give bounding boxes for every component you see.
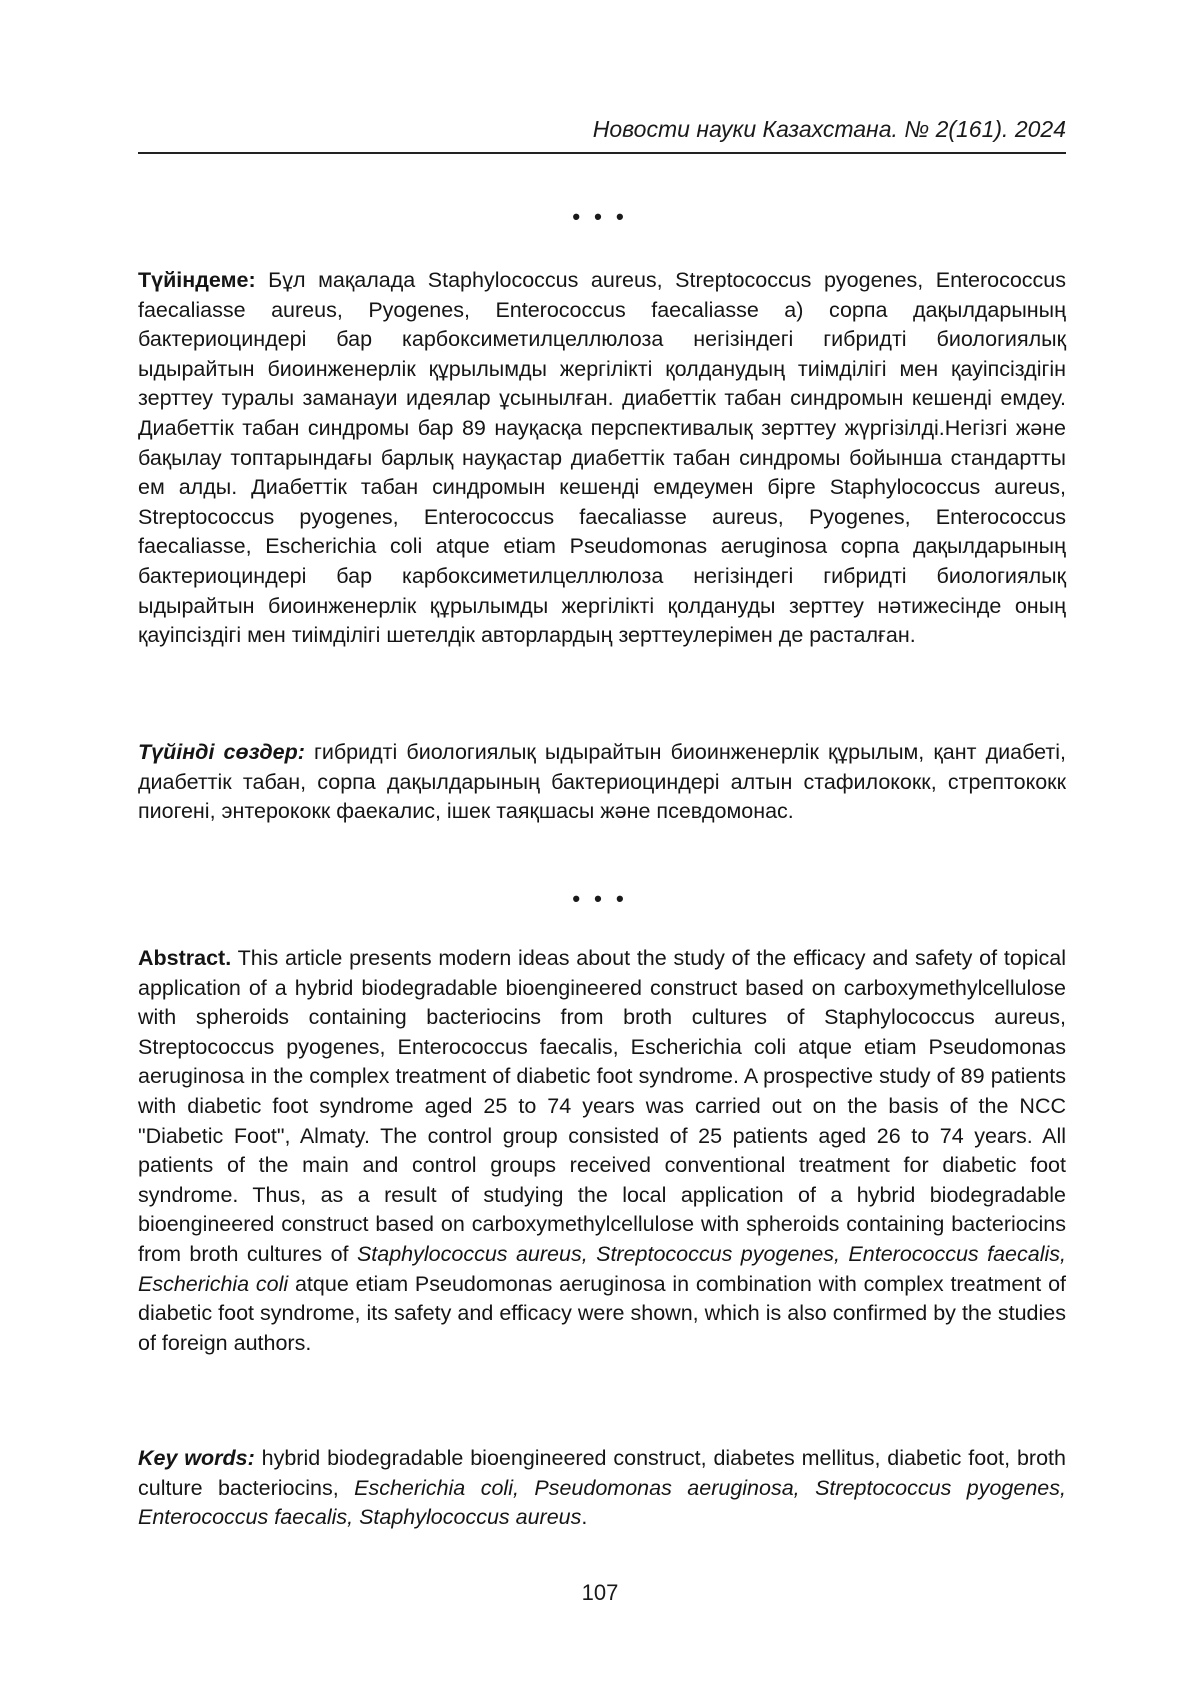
- english-abstract: [138, 944, 1066, 1358]
- english-keywords-text: hybrid biodegradable bioengineered construct, diabetes mellitus, diabetic foot, broth culture bacteriocins,: [138, 1446, 1066, 1500]
- section-separator-dots: • • •: [572, 886, 628, 911]
- english-abstract-text-1: This article presents modern ideas about the study of the efficacy and safety of topical application of a hybrid biodegradable bioengineered construct based on carboxymethylcellulose with spheroids containing bacteriocins from broth cultures of Staphylococcus aureus, Streptococcus pyogenes, Enterococcus faecalis, Escherichia coli atque etiam Pseudomonas aeruginosa in the complex treatment of diabetic foot syndrome. A prospective study of 89 patients with diabetic foot syndrome aged 25 to 74 years was carried out on the basis of the NCC "Diabetic Foot", Almaty. The control group consisted of 25 patients aged 26 to 74 years. All patients of the main and control groups received conventional treatment for diabetic foot syndrome. Thus, as a result of studying the local application of a hybrid biodegradable bioengineered construct based on carboxymethylcellulose with spheroids containing bacteriocins from broth cultures of: [138, 946, 1066, 1266]
- section-separator-dots: • • •: [572, 204, 628, 229]
- english-abstract-species: Staphylococcus aureus, Streptococcus pyogenes, Enterococcus faecalis, Escherichia coli: [138, 1241, 1066, 1296]
- running-header: [138, 112, 1066, 154]
- english-abstract-label: Abstract.: [138, 946, 232, 970]
- kazakh-abstract-text: Бұл мақалада Staphylococcus aureus, Streptococcus pyogenes, Enterococcus faecaliasse aureus, Pyogenes, Enterococcus faecaliasse a) сорпа дақылдарының бактериоциндері бар карбоксиметилцеллюлоза негізіндегі гибридті биологиялық ыдырайтын биоинженерлік құрылымды жергілікті қолданудың тиімділігі мен қауіпсіздігін зерттеу туралы заманауи идеялар ұсынылған. диабеттік табан синдромын кешенді емдеу. Диабеттік табан синдромы бар 89 науқасқа перспективалық зерттеу жүргізілді.Негізгі және бақылау топтарындағы барлық науқастар диабеттік табан синдромы бойынша стандартты ем алды. Диабеттік табан синдромын кешенді емдеумен бірге Staphylococcus aureus, Streptococcus pyogenes, Enterococcus faecaliasse aureus, Pyogenes, Enterococcus faecaliasse, Escherichia coli atque etiam Pseudomonas aeruginosa сорпа дақылдарының бактериоциндері бар карбоксиметилцеллюлоза негізіндегі гибридті биологиялық ыдырайтын биоинженерлік құрылымды жергілікті қолдануды зерттеу нәтижесінде оның қауіпсіздігі мен тиімділігі шетелдік авторлардың зерттеулерімен де расталған.: [138, 268, 1066, 648]
- kazakh-abstract: [138, 266, 1066, 651]
- kazakh-keywords-label: Түйінді сөздер:: [138, 740, 305, 764]
- english-keywords: [138, 1444, 1066, 1533]
- english-keywords-end: .: [581, 1505, 588, 1530]
- english-keywords-species: Escherichia coli, Pseudomonas aeruginosa, Streptococcus pyogenes, Enterococcus faecalis, Staphylococcus aureus: [138, 1475, 1066, 1530]
- journal-title: Новости науки Казахстана. № 2(161). 2024: [592, 116, 1066, 142]
- kazakh-keywords: [138, 738, 1066, 827]
- page-number: 107: [581, 1580, 619, 1605]
- english-abstract-text-2: atque etiam Pseudomonas aeruginosa in combination with complex treatment of diabetic foot syndrome, its safety and efficacy were shown, which is also confirmed by the studies of foreign authors.: [138, 1271, 1066, 1355]
- kazakh-keywords-text: гибридті биологиялық ыдырайтын биоинженерлік құрылым, қант диабеті, диабеттік табан, сорпа дақылдарының бактериоциндері алтын стафилококк, стрептококк пиогені, энтерококк фаекалис, ішек таяқшасы және псевдомонас.: [138, 740, 1066, 824]
- kazakh-abstract-label: Түйіндеме:: [138, 268, 256, 292]
- english-keywords-label: Key words:: [138, 1446, 255, 1470]
